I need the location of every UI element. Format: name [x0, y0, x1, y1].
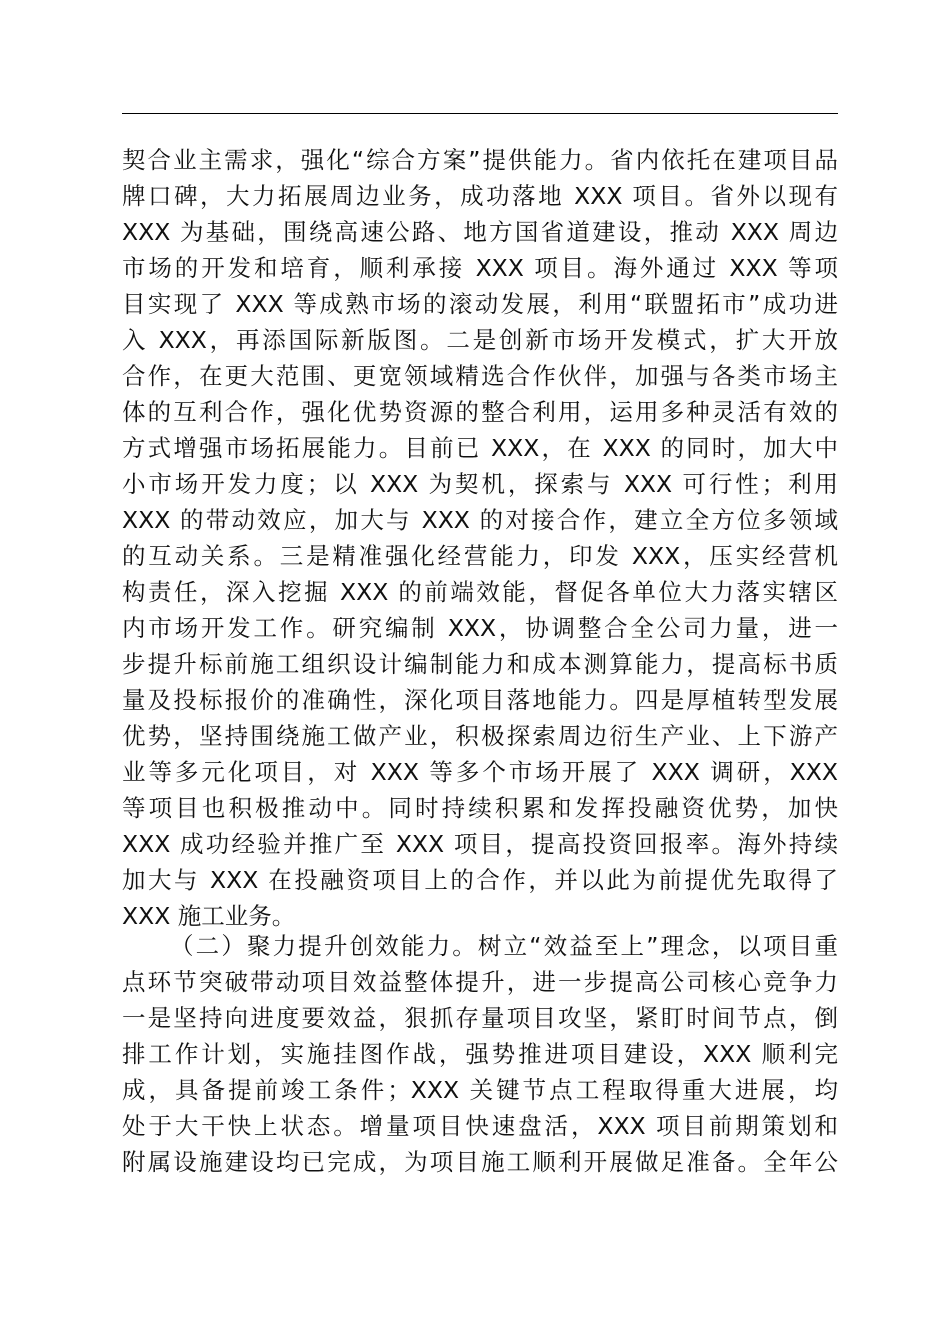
body-paragraph-2 — [122, 928, 838, 1180]
header-rule — [122, 113, 838, 114]
text-line: 步提升标前施工组织设计编制能力和成本测算能力，提高标书质 — [122, 650, 838, 678]
text-line: 成，具备提前竣工条件；XXX 关键节点工程取得重大进展，均 — [122, 1076, 838, 1104]
text-line: 契合业主需求，强化“综合方案”提供能力。省内依托在建项目品 — [122, 146, 838, 174]
text-line: 方式增强市场拓展能力。目前已 XXX，在 XXX 的同时，加大中 — [122, 434, 838, 462]
text-line: 体的互利合作，强化优势资源的整合利用，运用多种灵活有效的 — [122, 398, 838, 426]
text-line: 优势，坚持围绕施工做产业，积极探索周边衍生产业、上下游产 — [122, 722, 838, 750]
text-line: 等项目也积极推动中。同时持续积累和发挥投融资优势，加快 — [122, 794, 838, 822]
text-line: 处于大干快上状态。增量项目快速盘活，XXX 项目前期策划和 — [122, 1112, 838, 1140]
text-line: 的互动关系。三是精准强化经营能力，印发 XXX，压实经营机 — [122, 542, 838, 570]
text-line: （二）聚力提升创效能力。树立“效益至上”理念，以项目重 — [170, 932, 838, 960]
text-line: 加大与 XXX 在投融资项目上的合作，并以此为前提优先取得了 — [122, 866, 838, 894]
text-line: 牌口碑，大力拓展周边业务，成功落地 XXX 项目。省外以现有 — [122, 182, 838, 210]
text-line: 排工作计划，实施挂图作战，强势推进项目建设，XXX 顺利完 — [122, 1040, 838, 1068]
text-line: 构责任，深入挖掘 XXX 的前端效能，督促各单位大力落实辖区 — [122, 578, 838, 606]
text-line: 点环节突破带动项目效益整体提升，进一步提高公司核心竞争力 — [122, 968, 838, 996]
text-line: 附属设施建设均已完成，为项目施工顺利开展做足准备。全年公 — [122, 1148, 838, 1176]
text-line: XXX 的带动效应，加大与 XXX 的对接合作，建立全方位多领域 — [122, 506, 838, 534]
text-line: 市场的开发和培育，顺利承接 XXX 项目。海外通过 XXX 等项 — [122, 254, 838, 282]
text-line: 内市场开发工作。研究编制 XXX，协调整合全公司力量，进一 — [122, 614, 838, 642]
body-paragraph-1 — [122, 142, 838, 934]
text-line: 入 XXX，再添国际新版图。二是创新市场开发模式，扩大开放 — [122, 326, 838, 354]
text-line: 业等多元化项目，对 XXX 等多个市场开展了 XXX 调研，XXX — [122, 758, 838, 786]
text-line: 目实现了 XXX 等成熟市场的滚动发展，利用“联盟拓市”成功进 — [122, 290, 838, 318]
text-line: XXX 成功经验并推广至 XXX 项目，提高投资回报率。海外持续 — [122, 830, 838, 858]
text-line: 一是坚持向进度要效益，狠抓存量项目攻坚，紧盯时间节点，倒 — [122, 1004, 838, 1032]
text-line: 量及投标报价的准确性，深化项目落地能力。四是厚植转型发展 — [122, 686, 838, 714]
text-line: 合作，在更大范围、更宽领域精选合作伙伴，加强与各类市场主 — [122, 362, 838, 390]
text-line: XXX 施工业务。 — [122, 902, 296, 930]
text-line: 小市场开发力度；以 XXX 为契机，探索与 XXX 可行性；利用 — [122, 470, 838, 498]
text-line: XXX 为基础，围绕高速公路、地方国省道建设，推动 XXX 周边 — [122, 218, 838, 246]
